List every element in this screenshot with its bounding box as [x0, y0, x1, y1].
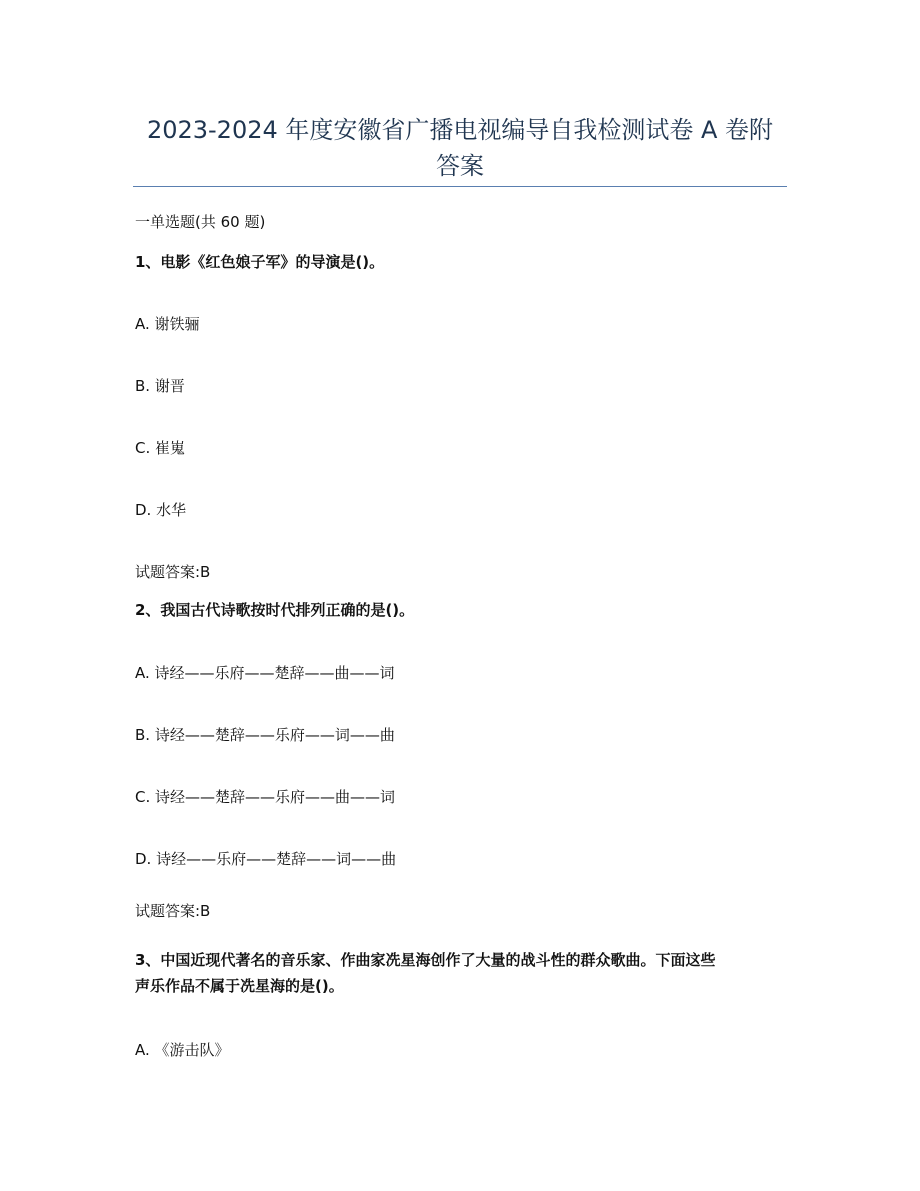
- question-1-option-d: D. 水华: [135, 501, 187, 519]
- question-2-option-b: B. 诗经——楚辞——乐府——词——曲: [135, 726, 395, 744]
- question-2-option-a: A. 诗经——乐府——楚辞——曲——词: [135, 664, 395, 682]
- question-3-stem-line-1: 3、中国近现代著名的音乐家、作曲家冼星海创作了大量的战斗性的群众歌曲。下面这些: [135, 951, 716, 969]
- title-line-2: 答案: [436, 152, 484, 180]
- question-1-option-b: B. 谢晋: [135, 377, 185, 395]
- question-1-stem: 1、电影《红色娘子军》的导演是()。: [135, 253, 385, 271]
- title-divider: [133, 186, 787, 187]
- section-heading: 一单选题(共 60 题): [135, 213, 266, 231]
- question-1-option-a: A. 谢铁骊: [135, 315, 200, 333]
- question-2-answer: 试题答案:B: [135, 902, 211, 920]
- question-3-stem-line-2: 声乐作品不属于冼星海的是()。: [135, 977, 344, 995]
- question-2-option-c: C. 诗经——楚辞——乐府——曲——词: [135, 788, 396, 806]
- question-1-option-c: C. 崔嵬: [135, 439, 186, 457]
- question-2-stem: 2、我国古代诗歌按时代排列正确的是()。: [135, 601, 415, 619]
- question-1-answer: 试题答案:B: [135, 563, 211, 581]
- question-3-option-a: A. 《游击队》: [135, 1041, 230, 1059]
- title-line-1: 2023-2024 年度安徽省广播电视编导自我检测试卷 A 卷附: [146, 116, 774, 144]
- document-title: [120, 112, 800, 184]
- question-2-option-d: D. 诗经——乐府——楚辞——词——曲: [135, 850, 397, 868]
